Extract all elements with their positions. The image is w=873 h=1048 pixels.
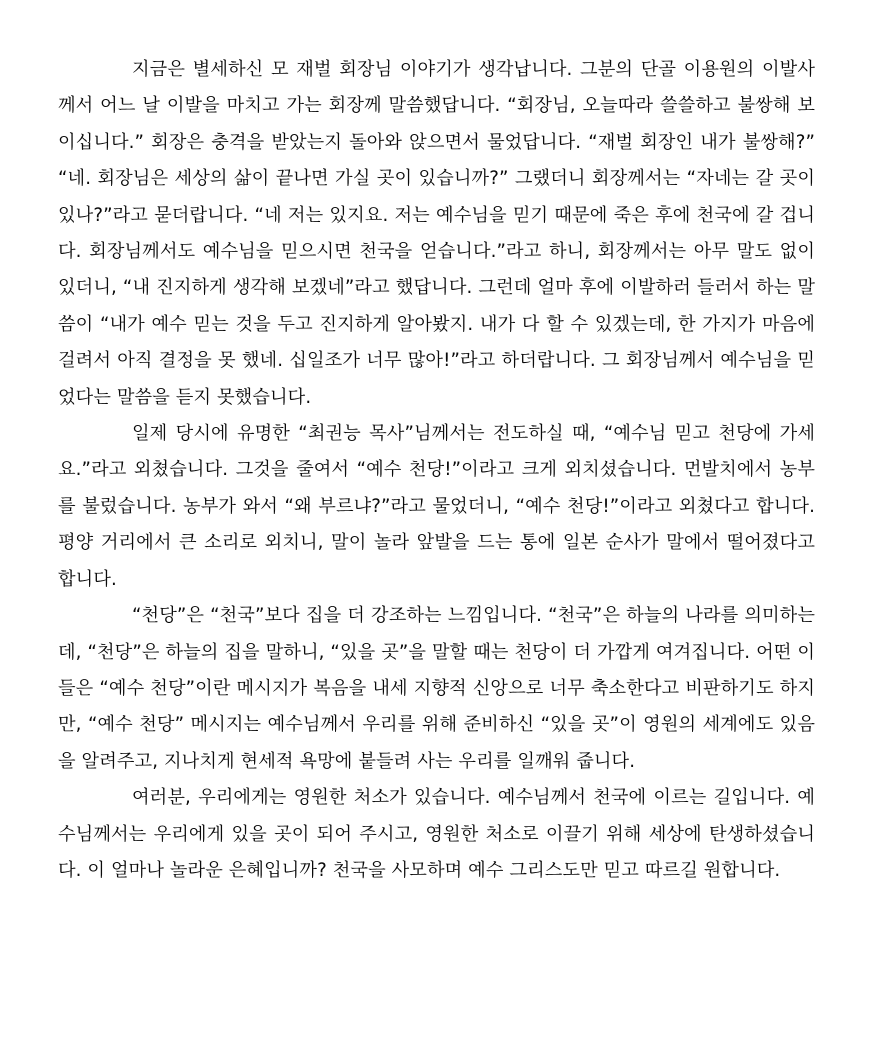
paragraph: 지금은 별세하신 모 재벌 회장님 이야기가 생각납니다. 그분의 단골 이용원의 이발사께서 어느 날 이발을 마치고 가는 회장께 말씀했답니다. “회장님, 오늘따라 쓸쓸하고 불쌍해 보이십니다.” 회장은 충격을 받았는지 돌아와 앉으면서 물었답니다. “재벌 회장인 내가 불쌍해?” “네. 회장님은 세상의 삶이 끝나면 가실 곳이 있습니까?” 그랬더니 회장께서는 “자네는 갈 곳이 있나?”라고 묻더랍니다. “네 저는 있지요. 저는 예수님을 믿기 때문에 죽은 후에 천국에 갈 겁니다. 회장님께서도 예수님을 믿으시면 천국을 얻습니다.”라고 하니, 회장께서는 아무 말도 없이 있더니, “내 진지하게 생각해 보겠네”라고 했답니다. 그런데 얼마 후에 이발하러 들러서 하는 말씀이 “내가 예수 믿는 것을 두고 진지하게 알아봤지. 내가 다 할 수 있겠는데, 한 가지가 마음에 걸려서 아직 결정을 못 했네. 십일조가 너무 많아!”라고 하더랍니다. 그 회장님께서 예수님을 믿었다는 말씀을 듣지 못했습니다.: [58, 59, 815, 408]
document-body: [58, 52, 815, 889]
paragraph: 일제 당시에 유명한 “최권능 목사”님께서는 전도하실 때, “예수님 믿고 천당에 가세요.”라고 외쳤습니다. 그것을 줄여서 “예수 천당!”이라고 크게 외치셨습니다. 먼발치에서 농부를 불렀습니다. 농부가 와서 “왜 부르냐?”라고 물었더니, “예수 천당!”이라고 외쳤다고 합니다. 평양 거리에서 큰 소리로 외치니, 말이 놀라 앞발을 드는 통에 일본 순사가 말에서 떨어졌다고 합니다.: [58, 423, 815, 590]
paragraph: “천당”은 “천국”보다 집을 더 강조하는 느낌입니다. “천국”은 하늘의 나라를 의미하는데, “천당”은 하늘의 집을 말하니, “있을 곳”을 말할 때는 천당이 더 가깝게 여겨집니다. 어떤 이들은 “예수 천당”이란 메시지가 복음을 내세 지향적 신앙으로 너무 축소한다고 비판하기도 하지만, “예수 천당” 메시지는 예수님께서 우리를 위해 준비하신 “있을 곳”이 영원의 세계에도 있음을 알려주고, 지나치게 현세적 욕망에 붙들려 사는 우리를 일깨워 줍니다.: [58, 605, 815, 772]
paragraph: 여러분, 우리에게는 영원한 처소가 있습니다. 예수님께서 천국에 이르는 길입니다. 예수님께서는 우리에게 있을 곳이 되어 주시고, 영원한 처소로 이끌기 위해 세상에 탄생하셨습니다. 이 얼마나 놀라운 은혜입니까? 천국을 사모하며 예수 그리스도만 믿고 따르길 원합니다.: [58, 787, 815, 881]
